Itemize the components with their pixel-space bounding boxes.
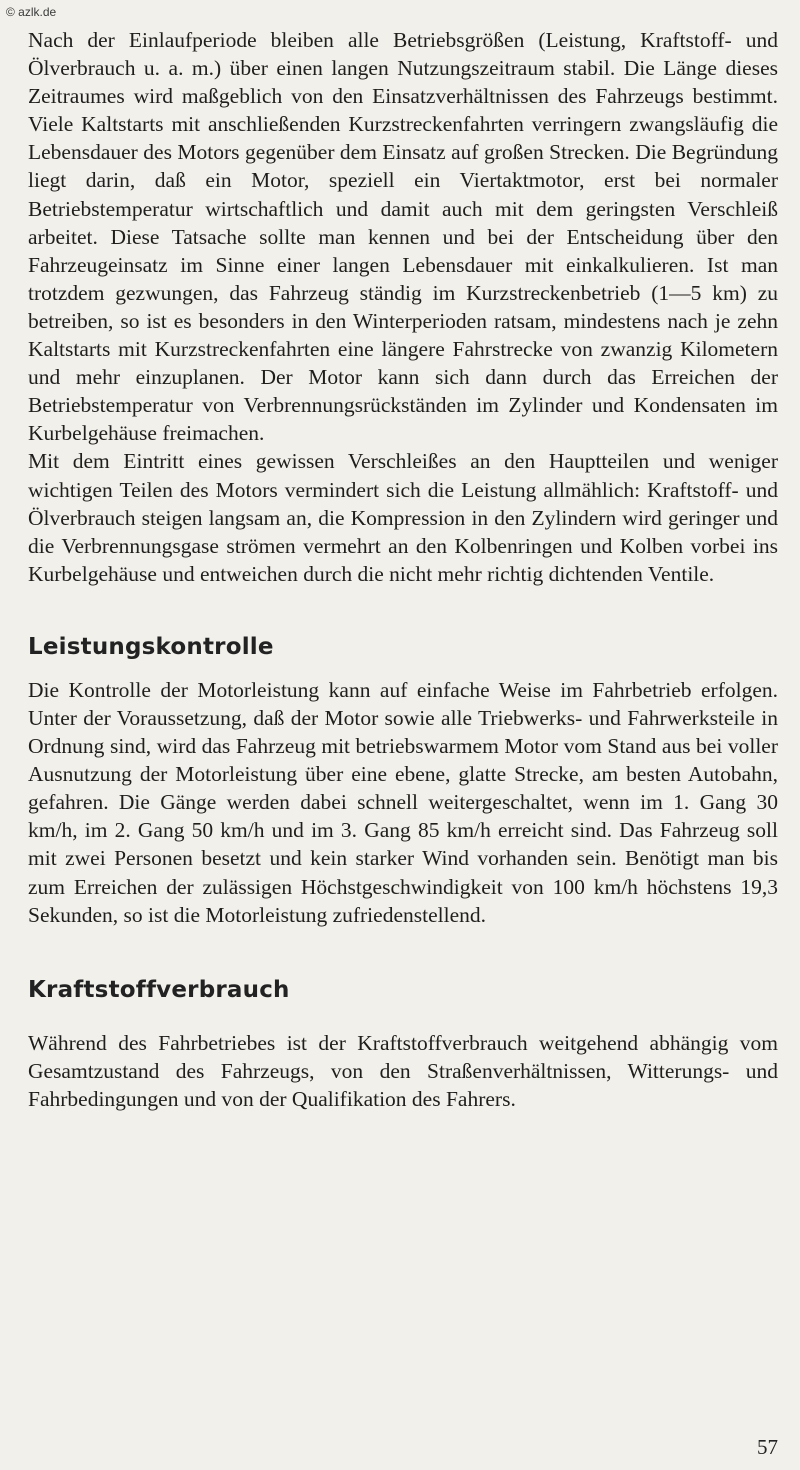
paragraph-verschleiss: Mit dem Eintritt eines gewissen Verschleißes an den Hauptteilen und weniger wichtigen Teilen des Motors vermindert sich die Leistung allmählich: Kraftstoff- und Ölverbrauch steigen langsam an, die Kompression in den Zylindern wird geringer und die Verbrennungsgase strömen vermehrt an den Kolbenringen und Kolben vorbei ins Kurbelgehäuse und entweichen durch die nicht mehr richtig dichtenden Ventile. [28,449,778,586]
page-body [28,26,778,1113]
heading-leistungskontrolle: Leistungskontrolle [28,633,274,660]
watermark: © azlk.de [6,5,57,19]
paragraph-einlaufperiode: Nach der Einlaufperiode bleiben alle Betriebsgrößen (Leistung, Kraftstoff- und Ölverbrauch u. a. m.) über einen langen Nutzungszeitraum stabil. Die Länge dieses Zeitraumes wird maßgeblich von den Einsatzverhältnissen des Fahrzeugs bestimmt. Viele Kaltstarts mit anschließenden Kurzstreckenfahrten verringern zwangsläufig die Lebensdauer des Motors gegenüber dem Einsatz auf großen Strecken. Die Begründung liegt darin, daß ein Motor, speziell ein Viertaktmotor, erst bei normaler Betriebstemperatur wirtschaftlich und damit auch mit dem geringsten Verschleiß arbeitet. Diese Tatsache sollte man kennen und bei der Entscheidung über den Fahrzeugeinsatz im Sinne einer langen Lebensdauer mit einkalkulieren. Ist man trotzdem gezwungen, das Fahrzeug ständig im Kurzstreckenbetrieb (1—5 km) zu betreiben, so ist es besonders in den Winterperioden ratsam, mindestens nach je zehn Kaltstarts mit Kurzstreckenfahrten eine längere Fahrstrecke von zwanzig Kilometern und mehr einzuplanen. Der Motor kann sich dann durch das Erreichen der Betriebstemperatur von Verbrennungsrückständen im Zylinder und Kondensaten im Kurbelgehäuse freimachen. [28,28,778,446]
heading-kraftstoffverbrauch: Kraftstoffverbrauch [28,976,290,1003]
page-number: 57 [757,1435,778,1459]
paragraph-leistungskontrolle: Die Kontrolle der Motorleistung kann auf einfache Weise im Fahrbetrieb erfolgen. Unter der Voraussetzung, daß der Motor sowie alle Triebwerks- und Fahrwerksteile in Ordnung sind, wird das Fahrzeug mit betriebswarmem Motor vom Stand aus bei voller Ausnutzung der Motorleistung über eine ebene, glatte Strecke, am besten Autobahn, gefahren. Die Gänge werden dabei schnell weitergeschaltet, wenn im 1. Gang 30 km/h, im 2. Gang 50 km/h und im 3. Gang 85 km/h erreicht sind. Das Fahrzeug soll mit zwei Personen besetzt und kein starker Wind vorhanden sein. Benötigt man bis zum Erreichen der zulässigen Höchstgeschwindigkeit von 100 km/h höchstens 19,3 Sekunden, so ist die Motorleistung zufriedenstellend. [28,677,778,927]
paragraph-kraftstoffverbrauch: Während des Fahrbetriebes ist der Kraftstoffverbrauch weitgehend abhängig vom Gesamtzustand des Fahrzeugs, von den Straßenverhältnissen, Witterungs- und Fahrbedingungen und von der Qualifikation des Fahrers. [28,1030,778,1111]
